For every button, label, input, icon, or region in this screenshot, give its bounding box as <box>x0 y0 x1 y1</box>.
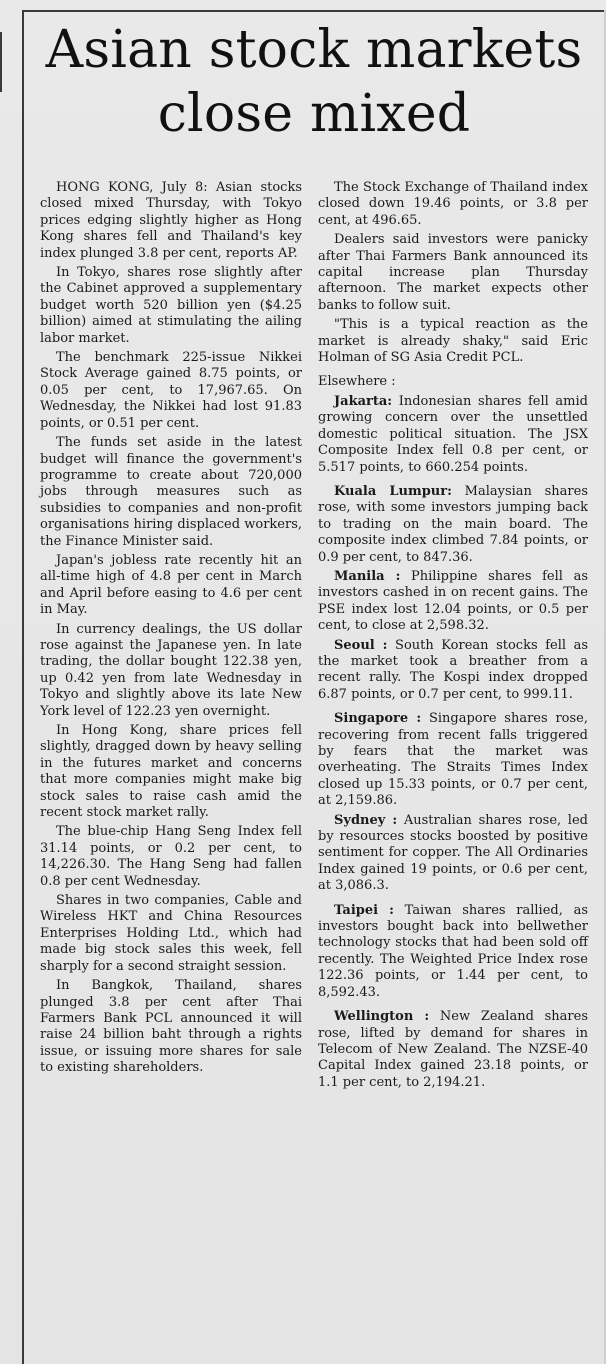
left-column <box>40 180 302 1080</box>
top-rule <box>22 10 606 12</box>
market-city: Singapore : <box>334 711 422 727</box>
paragraph: "This is a typical reaction as the market is already shaky," said Eric Holman of SG Asia Credit PCL. <box>318 317 588 366</box>
paragraph: Shares in two companies, Cable and Wireless HKT and China Resources Enterprises Holding Ltd., which had made big stock sales this week, fell sharply for a second straight session. <box>40 893 302 974</box>
market-item-kuala-lumpur <box>318 484 588 566</box>
edge-mark <box>0 32 8 92</box>
paragraph: In Tokyo, shares rose slightly after the Cabinet approved a supplementary budget worth 520 billion yen ($4.25 billion) aimed at stimulating the ailing labor market. <box>40 265 302 346</box>
market-city: Kuala Lumpur: <box>334 483 452 499</box>
market-text: Taiwan shares rallied, as investors bought back into bellwether technology stocks that had been sold off recently. The Weighted Price Index rose 122.36 points, or 1.44 per cent, to 8,592.43. <box>318 902 588 1000</box>
paragraph: The benchmark 225-issue Nikkei Stock Average gained 8.75 points, or 0.05 per cent, to 17,967.65. On Wednesday, the Nikkei had lost 91.83 points, or 0.51 per cent. <box>40 350 302 431</box>
market-item-wellington <box>318 1009 588 1091</box>
market-text: Indonesian shares fell amid growing concern over the unsettled domestic political situation. The JSX Composite Index fell 0.8 per cent, or 5.517 points, to 660.254 points. <box>318 393 588 475</box>
market-city: Jakarta: <box>334 393 393 409</box>
market-item-manila <box>318 569 588 635</box>
market-city: Sydney : <box>334 812 398 828</box>
paragraph: In Hong Kong, share prices fell slightly, dragged down by heavy selling in the futures market and concerns that more companies might make big stock sales to raise cash amid the recent stock market rally. <box>40 723 302 821</box>
paragraph: In currency dealings, the US dollar rose against the Japanese yen. In late trading, the dollar bought 122.38 yen, up 0.42 yen from late Wednesday in Tokyo and slightly above its late New York level of 122.23 yen overnight. <box>40 621 302 719</box>
paragraph: Dealers said investors were panicky after Thai Farmers Bank announced its capital increase plan Thursday afternoon. The market expects other banks to follow suit. <box>318 232 588 313</box>
paragraph: Japan's jobless rate recently hit an all-time high of 4.8 per cent in March and April before easing to 4.6 per cent in May. <box>40 552 302 618</box>
paragraph: The funds set aside in the latest budget will finance the government's programme to create about 720,000 jobs through measures such as subsidies to companies and non-profit organisations hiring displaced workers, the Finance Minister said. <box>40 435 302 549</box>
market-item-taipei <box>318 903 588 1001</box>
paragraph: In Bangkok, Thailand, shares plunged 3.8 per cent after Thai Farmers Bank PCL announced it will raise 24 billion baht through a rights issue, or issuing more shares for sale to existing shareholders. <box>40 978 302 1076</box>
market-city: Wellington : <box>334 1009 430 1025</box>
market-item-seoul <box>318 638 588 704</box>
market-city: Taipei : <box>334 902 394 918</box>
market-city: Seoul : <box>334 637 388 653</box>
paragraph: The Stock Exchange of Thailand index closed down 19.46 points, or 3.8 per cent, at 496.65. <box>318 180 588 228</box>
market-text: Malaysian shares rose, with some investors jumping back to trading on the main board. The composite index climbed 7.84 points, or 0.9 per cent, to 847.36. <box>318 483 588 565</box>
paragraph: The blue-chip Hang Seng Index fell 31.14 points, or 0.2 per cent, to 14,226.30. The Hang Seng had fallen 0.8 per cent Wednesday. <box>40 824 302 889</box>
market-text: Singapore shares rose, recovering from recent falls triggered by fears that the market was overheating. The Straits Times Index closed up 15.33 points, or 0.7 per cent, at 2,159.86. <box>318 711 588 809</box>
elsewhere-label: Elsewhere : <box>318 374 396 390</box>
left-column-rule <box>22 10 24 1364</box>
paragraph: HONG KONG, July 8: Asian stocks closed mixed Thursday, with Tokyo prices edging slightly higher as Hong Kong shares fell and Thailand's key index plunged 3.8 per cent, reports AP. <box>40 180 302 261</box>
right-column <box>318 180 588 1094</box>
market-city: Manila : <box>334 568 401 584</box>
market-item-sydney <box>318 813 588 895</box>
market-text: South Korean stocks fell as the market took a breather from a recent rally. The Kospi index dropped 6.87 points, or 0.7 per cent, to 999.11. <box>318 637 588 702</box>
market-item-singapore <box>318 711 588 809</box>
market-text: Philippine shares fell as investors cashed in on recent gains. The PSE index lost 12.04 points, or 0.5 per cent, to close at 2,598.32. <box>318 568 588 634</box>
headline: Asian stock markets close mixed <box>45 20 583 144</box>
market-text: New Zealand shares rose, lifted by demand for shares in Telecom of New Zealand. The NZSE-40 Capital Index gained 23.18 points, or 1.1 per cent, to 2,194.21. <box>318 1009 588 1090</box>
market-item-jakarta <box>318 394 588 476</box>
market-text: Australian shares rose, led by resources stocks boosted by positive sentiment for copper. The All Ordinaries Index gained 19 points, or 0.6 per cent, at 3,086.3. <box>318 812 588 894</box>
